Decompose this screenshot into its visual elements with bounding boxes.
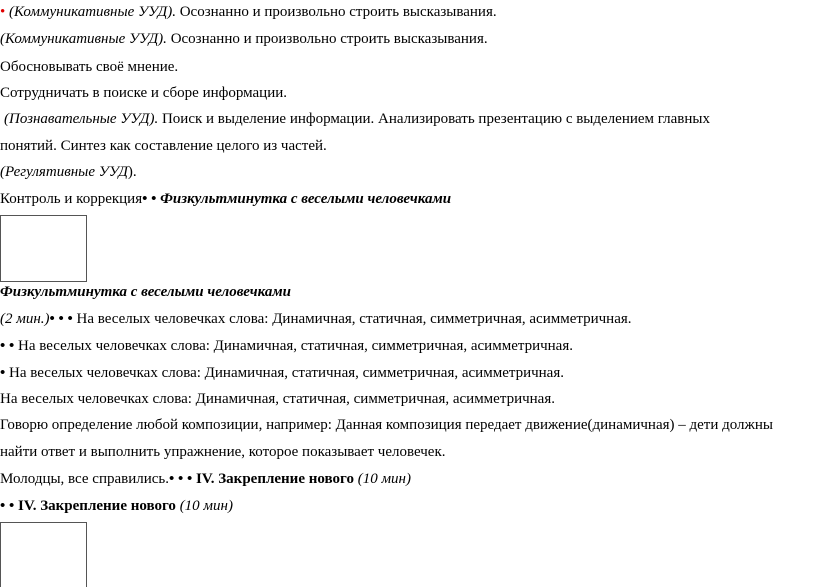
bullets: • [0,365,10,381]
line-text: Контроль и коррекция [0,191,143,207]
image-placeholder [0,215,87,282]
line-4 [0,84,287,102]
line-10 [0,310,632,328]
line-14 [0,416,773,434]
line-text: Обосновывать своё мнение. [0,59,179,75]
line-text: На веселых человечках слова: Динамичная, статичная, симметричная, асимметричная. [9,365,564,381]
bullets: • • [0,338,19,354]
line-6 [0,137,327,155]
line-16 [0,470,411,488]
red-bullet: • [0,4,6,20]
line-3 [0,58,178,76]
line-text: Осознанно и произвольно строить высказывания. [175,4,497,20]
line-text: На веселых человечках слова: Динамичная, статичная, симметричная, асимметричная. [76,311,632,327]
line-2 [0,30,488,48]
uud-label: (Коммуникативные УУД). [0,31,167,47]
bullets: • • [142,191,161,207]
line-text: На веселых человечках слова: Динамичная, статичная, симметричная, асимметричная. [0,391,555,407]
section-heading: IV. Закрепление нового [18,498,176,514]
uud-label: (Регулятивные УУД [0,164,128,180]
line-1 [0,3,497,21]
line-text: Молодцы, все справились. [0,471,170,487]
line-17 [0,497,233,515]
section-heading: IV. Закрепление нового [196,471,354,487]
bullets: • • [0,498,19,514]
duration-label: (2 мин.) [0,311,50,327]
section-heading: Физкультминутка с веселыми человечками [160,191,452,207]
line-9 [0,283,291,301]
bullets: • • • [169,471,197,487]
line-text: ). [127,164,137,180]
line-text: найти ответ и выполнить упражнение, которое показывает человечек. [0,444,446,460]
line-text: понятий. Синтез как составление целого из частей. [0,138,327,154]
line-8 [0,190,451,208]
line-7 [0,163,137,181]
section-heading: Физкультминутка с веселыми человечками [0,284,291,300]
line-13 [0,390,555,408]
line-text: Сотрудничать в поиске и сборе информации. [0,85,287,101]
line-text: Поиск и выделение информации. Анализировать презентацию с выделением главных [158,111,710,127]
image-placeholder [0,522,87,587]
line-text: На веселых человечках слова: Динамичная, статичная, симметричная, асимметричная. [18,338,573,354]
line-11 [0,337,573,355]
uud-label: (Коммуникативные УУД). [9,4,176,20]
duration-label: (10 мин) [353,471,411,487]
duration-label: (10 мин) [175,498,233,514]
line-text: Осознанно и произвольно строить высказывания. [166,31,488,47]
line-12 [0,364,564,382]
bullets: • • • [49,311,77,327]
uud-label: (Познавательные УУД). [4,111,159,127]
line-5 [4,110,710,128]
line-15 [0,443,446,461]
line-text: Говорю определение любой композиции, например: Данная композиция передает движение(динамичная) – дети должны [0,417,774,433]
